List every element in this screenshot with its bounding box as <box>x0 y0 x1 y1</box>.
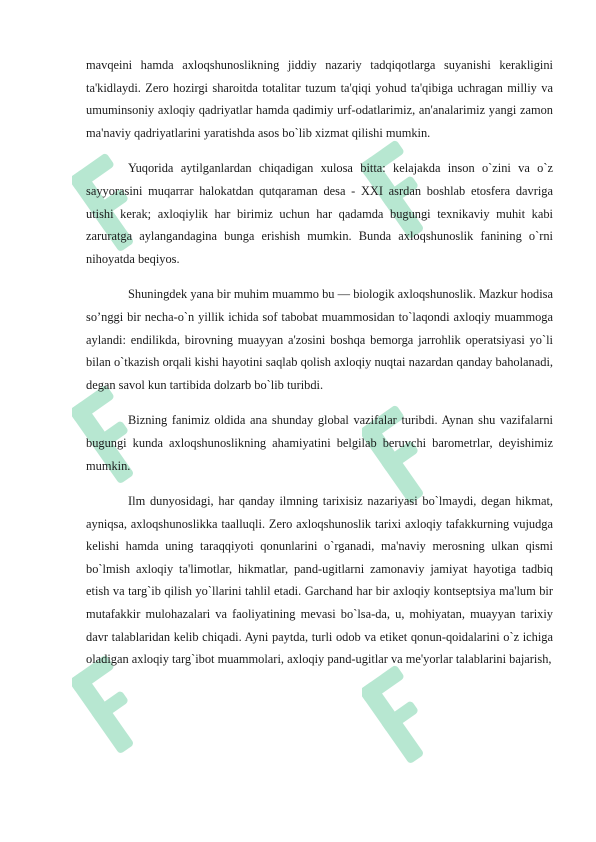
paragraph: Shuningdek yana bir muhim muammo bu — biologik axloqshunoslik. Mazkur hodisa so’nggi bir necha-o`n yillik ichida sof tabobat muammosidan to`laqondi axloqiy muammoga aylandi: endilikda, birovning muayyan a'zosini boshqa bemorga jarrohlik operatsiyasi yo`li bilan o`tkazish orqali kishi hayotini saqlab qolish axloqiy nuqtai nazardan qanday baholanadi, degan savol kun tartibida dolzarb bo`lib turibdi. <box>86 287 553 392</box>
paragraph-continuation: mavqeini hamda axloqshunoslikning jiddiy nazariy tadqiqotlarga suyanishi kerakligini ta'kidlaydi. Zero hozirgi sharoitda totalitar tuzum ta'qiqi yohud ta'qibiga uchragan milliy va umuminsoniy axloqiy qadriyatlar hamda qadimiy urf-odatlarimiz, an'analarimiz yangi zamon ma'naviy qadriyatlarini yaratishda asos bo`lib xizmat qilishi mumkin. <box>86 58 553 140</box>
document-page <box>86 54 553 671</box>
paragraph: Yuqorida aytilganlardan chiqadigan xulosa bitta: kelajakda inson o`zini va o`z sayyorasini muqarrar halokatdan qutqaraman desa - XXI asrdan boshlab etosfera davriga utishi kerak; axloqiylik har birimiz uchun har qadamda bugungi texnikaviy muhit kabi zaruratga aylangandagina bunga erishish mumkin. Bunda axloqshunoslik fanining o`rni nihoyatda beqiyos. <box>86 161 553 266</box>
paragraph: Bizning fanimiz oldida ana shunday global vazifalar turibdi. Aynan shu vazifalarni bugungi kunda axloqshunoslikning ahamiyatini belgilab beruvchi barometrlar, deyishimiz mumkin. <box>86 413 553 473</box>
paragraph: Ilm dunyosidagi, har qanday ilmning tarixisiz nazariyasi bo`lmaydi, degan hikmat, ayniqsa, axloqshunoslikka taalluqli. Zero axloqshunoslik tarixi axloqiy tafakkurning vujudga kelishi hamda uning taraqqiyoti qonunlarini o`rganadi, ma'naviy merosning ulkan qismi bo`lmish axloqiy ta'limotlar, hikmatlar, pand-ugitlarni zamonaviy jamiyat hayotiga tadbiq etish va targ`ib qilish yo`llarini tahlil etadi. Garchand har bir axloqiy kontseptsiya ma'lum bir mutafakkir mulohazalari va faoliyatining mevasi bo`lsa-da, u, mohiyatan, muayyan tarixiy davr talablaridan kelib chiqadi. Ayni paytda, turli odob va etiket qonun-qoidalarini o`z ichiga oladigan axloqiy targ`ibot muammolari, axloqiy pand-ugitlar va me'yorlar talablarini bajarish, <box>86 494 553 667</box>
watermark-logo-icon <box>362 660 442 770</box>
